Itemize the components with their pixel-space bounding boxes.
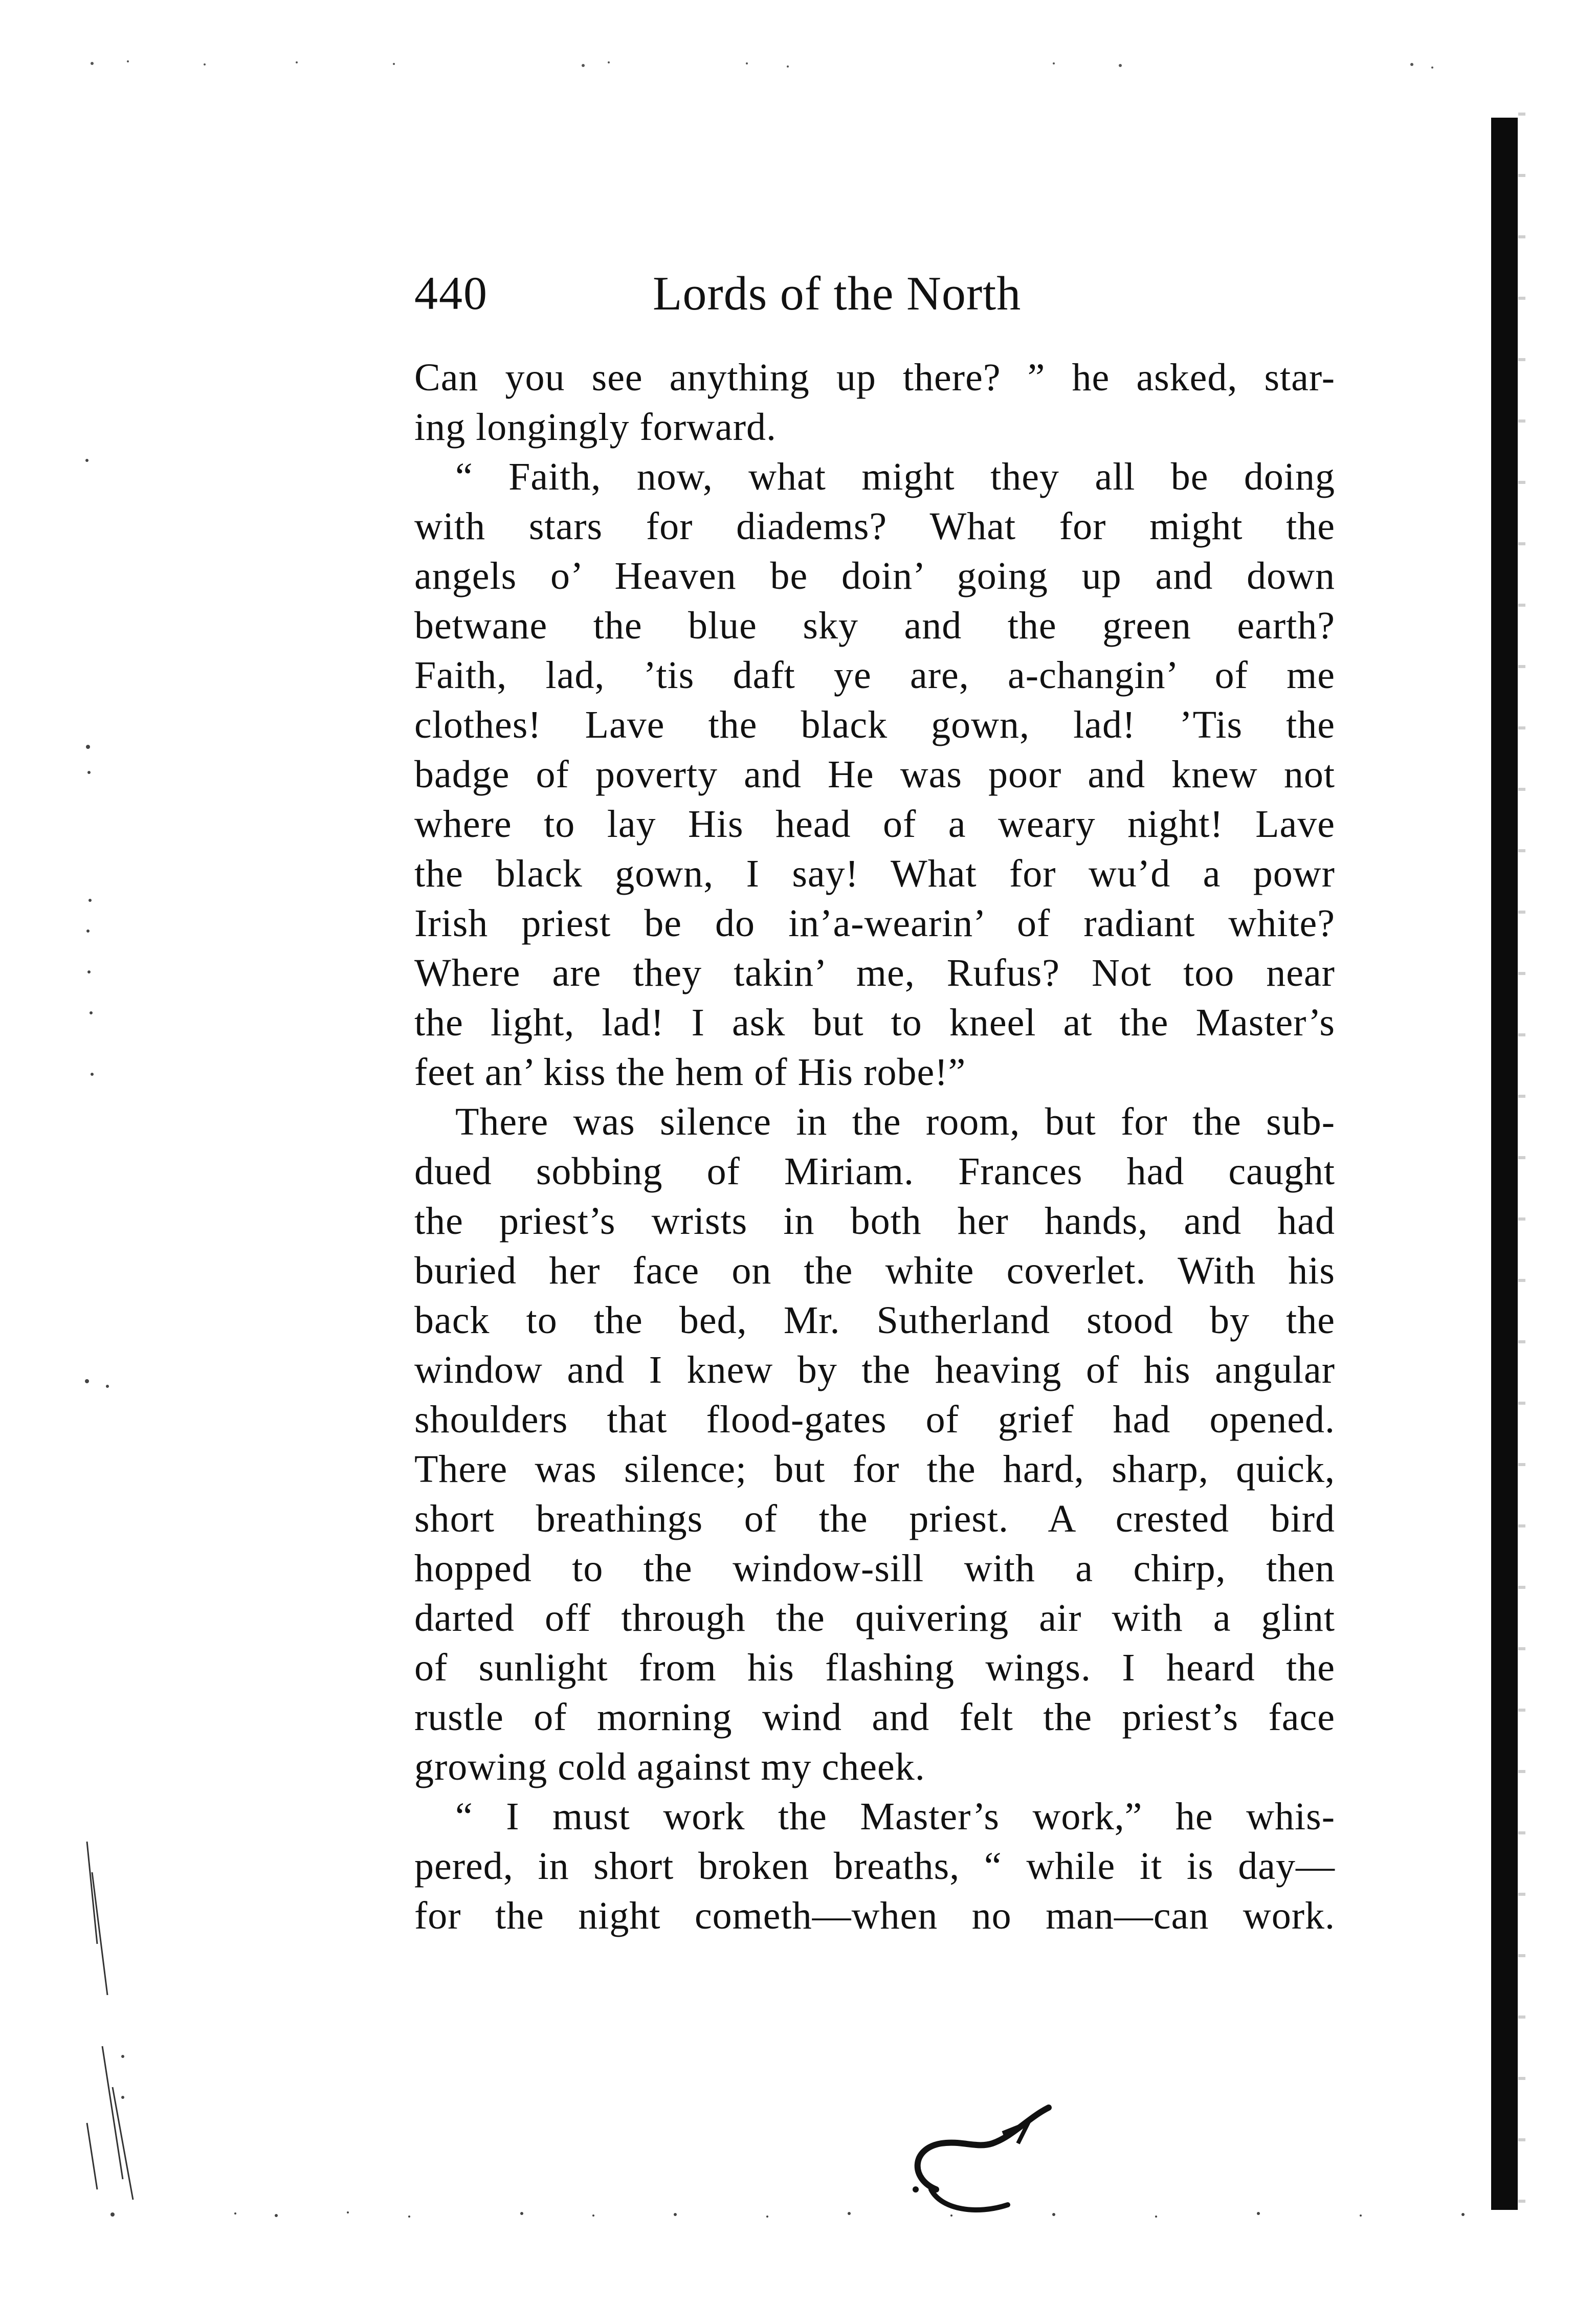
text-line: pered, in short broken breaths, “ while it is day— — [414, 1845, 1335, 1888]
text-line: with stars for diadems? What for might the — [414, 505, 1335, 548]
text-line: dued sobbing of Miriam. Frances had caught — [414, 1150, 1335, 1193]
text-line: the priest’s wrists in both her hands, and had — [414, 1200, 1335, 1243]
text-line: There was silence in the room, but for the sub- — [455, 1100, 1335, 1143]
top-scan-specks — [82, 56, 1514, 72]
text-line: feet an’ kiss the hem of His robe!” — [414, 1051, 966, 1094]
text-line: angels o’ Heaven be doin’ going up and down — [414, 555, 1335, 597]
page-number: 440 — [414, 267, 488, 319]
text-line: badge of poverty and He was poor and knew not — [414, 753, 1335, 796]
text-line: There was silence; but for the hard, sharp, quick, — [414, 1448, 1335, 1491]
running-title: Lords of the North — [653, 267, 1022, 320]
text-line: short breathings of the priest. A crested bird — [414, 1497, 1335, 1540]
text-line: Faith, lad, ’tis daft ye are, a-changin’ of me — [414, 654, 1335, 697]
text-line: window and I knew by the heaving of his angular — [414, 1348, 1335, 1391]
text-line: growing cold against my cheek. — [414, 1745, 925, 1788]
text-line: Where are they takin’ me, Rufus? Not too near — [414, 951, 1335, 994]
binding-shadow — [1491, 118, 1518, 2210]
text-line: “ Faith, now, what might they all be doing — [455, 455, 1335, 498]
bottom-scan-specks — [82, 2207, 1514, 2223]
ink-flourish-mark — [900, 2087, 1074, 2220]
text-line: Irish priest be do in’a-wearin’ of radiant white? — [414, 902, 1335, 945]
text-line: where to lay His head of a weary night! Lave — [414, 803, 1335, 846]
text-line: rustle of morning wind and felt the priest’s face — [414, 1696, 1335, 1739]
text-line: of sunlight from his flashing wings. I heard the — [414, 1646, 1335, 1689]
text-line: hopped to the window-sill with a chirp, then — [414, 1547, 1335, 1590]
binding-edge — [1518, 92, 1525, 2241]
left-margin-specks — [77, 153, 138, 2251]
text-line: darted off through the quivering air with a glint — [414, 1597, 1335, 1640]
running-header — [414, 266, 1335, 333]
text-line: buried her face on the white coverlet. With his — [414, 1249, 1335, 1292]
text-line: shoulders that flood-gates of grief had opened. — [414, 1398, 1335, 1441]
text-line: “ I must work the Master’s work,” he whis- — [455, 1795, 1335, 1838]
text-line: the black gown, I say! What for wu’d a powr — [414, 852, 1335, 895]
text-line: ing longingly forward. — [414, 406, 777, 449]
text-line: Can you see anything up there? ” he asked, star- — [414, 356, 1335, 399]
text-line: for the night cometh—when no man—can work. — [414, 1894, 1335, 1937]
text-line: clothes! Lave the black gown, lad! ’Tis the — [414, 703, 1335, 746]
text-line: the light, lad! I ask but to kneel at the Master’s — [414, 1001, 1335, 1044]
text-line: betwane the blue sky and the green earth? — [414, 604, 1335, 647]
body-text — [414, 353, 1335, 1941]
text-line: back to the bed, Mr. Sutherland stood by the — [414, 1299, 1335, 1342]
